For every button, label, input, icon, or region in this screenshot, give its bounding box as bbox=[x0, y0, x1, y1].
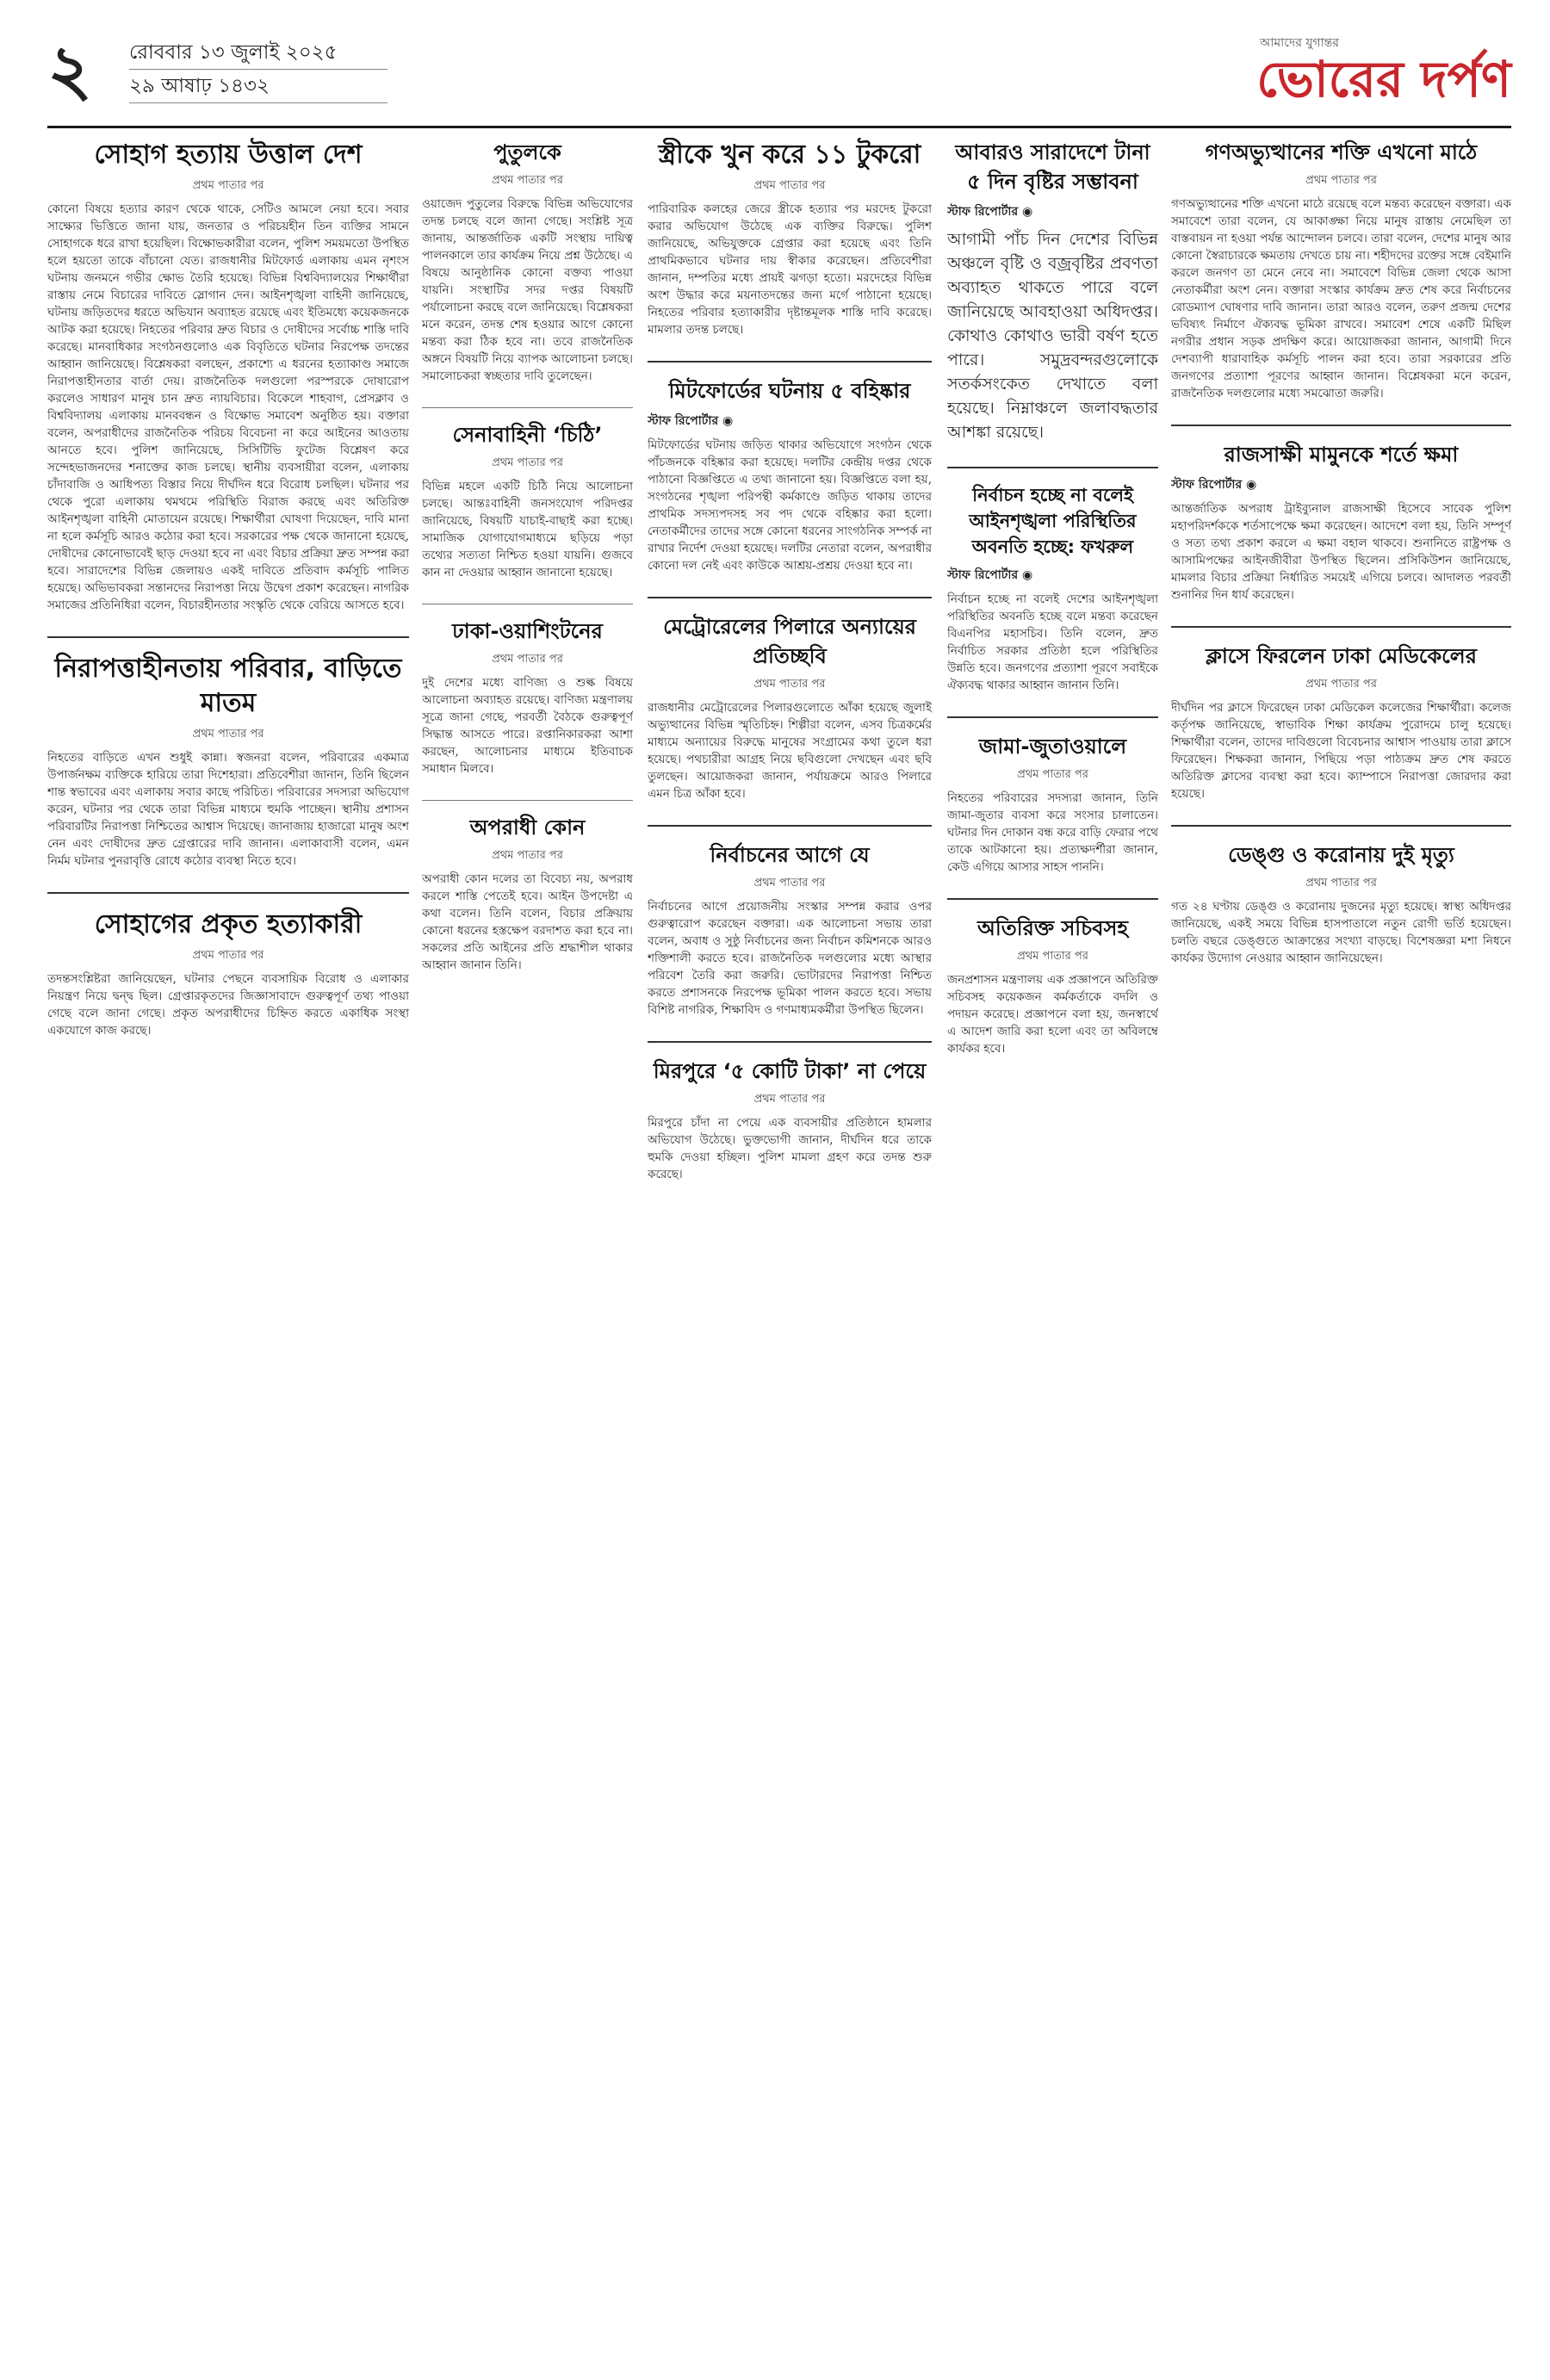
article-body: নিহতের পরিবারের সদস্যরা জানান, তিনি জামা-জুতার ব্যবসা করে সংসার চালাতেন। ঘটনার দিন দোকান বন্ধ করে বাড়ি ফেরার পথে তাকে আটকানো হয়। প্রত্যক্ষদর্শীরা জানান, কেউ এগিয়ে আসার সাহস পাননি। bbox=[947, 791, 1158, 874]
byline: স্টাফ রিপোর্টার ◉ bbox=[947, 205, 1033, 219]
headline: নির্বাচনের আগে যে bbox=[710, 843, 870, 867]
column-1 bbox=[47, 138, 409, 2342]
article-body: ওয়াজেদ পুতুলের বিরুদ্ধে বিভিন্ন অভিযোগের তদন্ত চলছে বলে জানা গেছে। সংশ্লিষ্ট সূত্র জানায়, আন্তর্জাতিক একটি সংস্থায় দায়িত্ব পালনকালে তার কার্যক্রম নিয়ে প্রশ্ন উঠেছে। এ বিষয়ে আনুষ্ঠানিক কোনো বক্তব্য পাওয়া যায়নি। সংস্থাটির সদর দপ্তর বিষয়টি পর্যালোচনা করছে বলে জানিয়েছে। বিশ্লেষকরা মনে করেন, তদন্ত শেষ হওয়ার আগে কোনো মন্তব্য করা ঠিক হবে না। তবে রাজনৈতিক অঙ্গনে বিষয়টি নিয়ে ব্যাপক আলোচনা চলছে। সমালোচকরা স্বচ্ছতার দাবি তুলেছেন। bbox=[422, 197, 633, 383]
article-body: দুই দেশের মধ্যে বাণিজ্য ও শুল্ক বিষয়ে আলোচনা অব্যাহত রয়েছে। বাণিজ্য মন্ত্রণালয় সূত্রে জানা গেছে, পরবর্তী বৈঠকে গুরুত্বপূর্ণ সিদ্ধান্ত আসতে পারে। রপ্তানিকারকরা আশা করছেন, আলোচনার মাধ্যমে ইতিবাচক সমাধান মিলবে। bbox=[422, 676, 633, 776]
headline: জামা-জুতাওয়ালে bbox=[978, 734, 1127, 759]
date-gregorian: রোববার ১৩ জুলাই ২০২৫ bbox=[129, 36, 388, 70]
jump-line: প্রথম পাতার পর bbox=[1305, 174, 1377, 187]
divider bbox=[648, 825, 932, 827]
divider bbox=[47, 892, 409, 894]
article-body: বিভিন্ন মহলে একটি চিঠি নিয়ে আলোচনা চলছে। আন্তঃবাহিনী জনসংযোগ পরিদপ্তর জানিয়েছে, বিষয়টি যাচাই-বাছাই করা হচ্ছে। সামাজিক যোগাযোগমাধ্যমে ছড়িয়ে পড়া তথ্যের সত্যতা নিশ্চিত হওয়া যায়নি। গুজবে কান না দেওয়ার আহ্বান জানানো হয়েছে। bbox=[422, 480, 633, 580]
headline: নির্বাচন হচ্ছে না বলেই আইনশৃঙ্খলা পরিস্থিতির অবনতি হচ্ছে: ফখরুল bbox=[969, 485, 1137, 557]
divider bbox=[947, 898, 1158, 900]
jump-line: প্রথম পাতার পর bbox=[753, 877, 826, 889]
divider bbox=[422, 800, 633, 801]
article-body: পারিবারিক কলহের জেরে স্ত্রীকে হত্যার পর মরদেহ টুকরো করার অভিযোগ উঠেছে এক ব্যক্তির বিরুদ্ধে। পুলিশ জানিয়েছে, অভিযুক্তকে গ্রেপ্তার করা হয়েছে এবং তিনি প্রাথমিকভাবে ঘটনার দায় স্বীকার করেছেন। প্রতিবেশীরা জানান, দম্পতির মধ্যে প্রায়ই ঝগড়া হতো। মরদেহের বিভিন্ন অংশ উদ্ধার করে ময়নাতদন্তের জন্য মর্গে পাঠানো হয়েছে। নিহতের পরিবার হত্যাকারীর দৃষ্টান্তমূলক শাস্তি দাবি করেছে। মামলার তদন্ত চলছে। bbox=[648, 202, 932, 337]
divider bbox=[1171, 825, 1511, 827]
headline: গণঅভ্যুত্থানের শক্তি এখনো মাঠে bbox=[1205, 140, 1478, 164]
article-body: মিরপুরে চাঁদা না পেয়ে এক ব্যবসায়ীর প্রতিষ্ঠানে হামলার অভিযোগ উঠেছে। ভুক্তভোগী জানান, দীর্ঘদিন ধরে তাকে হুমকি দেওয়া হচ্ছিল। পুলিশ মামলা গ্রহণ করে তদন্ত শুরু করেছে। bbox=[648, 1116, 932, 1181]
headline: ডেঙ্গু ও করোনায় দুই মৃত্যু bbox=[1228, 843, 1454, 867]
article-body: রাজধানীর মেট্রোরেলের পিলারগুলোতে আঁকা হয়েছে জুলাই অভ্যুত্থানের বিভিন্ন স্মৃতিচিহ্ন। শিল্পীরা বলেন, এসব চিত্রকর্মের মাধ্যমে অন্যায়ের বিরুদ্ধে মানুষের সংগ্রামের কথা তুলে ধরা হয়েছে। পথচারীরা আগ্রহ নিয়ে ছবিগুলো দেখছেন এবং ছবি তুলছেন। আয়োজকরা জানান, পর্যায়ক্রমে আরও পিলারে এমন চিত্র আঁকা হবে। bbox=[648, 701, 932, 801]
headline: ঢাকা-ওয়াশিংটনের bbox=[452, 619, 603, 643]
byline: স্টাফ রিপোর্টার ◉ bbox=[1171, 478, 1257, 492]
article-fakhrul bbox=[947, 482, 1158, 694]
column-4 bbox=[947, 138, 1158, 2342]
date-block bbox=[129, 36, 388, 103]
headline: মিটফোর্ডের ঘটনায় ৫ বহিষ্কার bbox=[668, 379, 911, 403]
article-body: তদন্তসংশ্লিষ্টরা জানিয়েছেন, ঘটনার পেছনে ব্যবসায়িক বিরোধ ও এলাকার নিয়ন্ত্রণ নিয়ে দ্বন্দ্ব ছিল। গ্রেপ্তারকৃতদের জিজ্ঞাসাবাদে গুরুত্বপূর্ণ তথ্য পাওয়া গেছে বলে জানা গেছে। প্রকৃত অপরাধীদের চিহ্নিত করতে একাধিক সংস্থা একযোগে কাজ করছে। bbox=[47, 972, 409, 1038]
article-body: জনপ্রশাসন মন্ত্রণালয় এক প্রজ্ঞাপনে অতিরিক্ত সচিবসহ কয়েকজন কর্মকর্তাকে বদলি ও পদায়ন করেছে। প্রজ্ঞাপনে বলা হয়, জনস্বার্থে এ আদেশ জারি করা হলো এবং তা অবিলম্বে কার্যকর হবে। bbox=[947, 973, 1158, 1056]
jump-line: প্রথম পাতার পর bbox=[492, 456, 563, 469]
article-body: আন্তর্জাতিক অপরাধ ট্রাইব্যুনাল রাজসাক্ষী হিসেবে সাবেক পুলিশ মহাপরিদর্শককে শর্তসাপেক্ষে ক্ষমা করেছেন। আদেশে বলা হয়, তিনি সম্পূর্ণ ও সত্য তথ্য প্রকাশ করলে এ ক্ষমা বহাল থাকবে। শুনানিতে রাষ্ট্রপক্ষ ও আসামিপক্ষের আইনজীবীরা উপস্থিত ছিলেন। প্রসিকিউশন জানিয়েছে, মামলার বিচার প্রক্রিয়া নির্ধারিত সময়েই এগিয়ে চলবে। আদালত পরবর্তী শুনানির দিন ধার্য করেছেন। bbox=[1171, 502, 1511, 602]
jump-line: প্রথম পাতার পর bbox=[192, 949, 264, 962]
headline: সোহাগের প্রকৃত হত্যাকারী bbox=[94, 909, 363, 939]
jump-line: প্রথম পাতার পর bbox=[492, 849, 563, 862]
article-mitford-expulsion bbox=[648, 376, 932, 574]
masthead bbox=[47, 24, 1511, 128]
headline: নিরাপত্তাহীনতায় পরিবার, বাড়িতে মাতম bbox=[54, 654, 402, 718]
headline: স্ত্রীকে খুন করে ১১ টুকরো bbox=[658, 139, 921, 170]
article-body: নির্বাচনের আগে প্রয়োজনীয় সংস্কার সম্পন্ন করার ওপর গুরুত্বারোপ করেছেন বক্তারা। এক আলোচনা সভায় তারা বলেন, অবাধ ও সুষ্ঠু নির্বাচনের জন্য নির্বাচন কমিশনকে আরও শক্তিশালী করতে হবে। রাজনৈতিক দলগুলোর মধ্যে আস্থার পরিবেশ তৈরি করা জরুরি। ভোটারদের নিরাপত্তা নিশ্চিত করতে প্রশাসনকে নিরপেক্ষ ভূমিকা পালন করতে হবে। সভায় বিশিষ্ট নাগরিক, শিক্ষাবিদ ও গণমাধ্যমকর্মীরা উপস্থিত ছিলেন। bbox=[648, 900, 932, 1017]
jump-line: প্রথম পাতার পর bbox=[192, 179, 264, 192]
article-body: আগামী পাঁচ দিন দেশের বিভিন্ন অঞ্চলে বৃষ্টি ও বজ্রবৃষ্টির প্রবণতা অব্যাহত থাকতে পারে বলে জানিয়েছে আবহাওয়া অধিদপ্তর। কোথাও কোথাও ভারী বর্ষণ হতে পারে। সমুদ্রবন্দরগুলোকে সতর্কসংকেত দেখাতে বলা হয়েছে। নিম্নাঞ্চলে জলাবদ্ধতার আশঙ্কা রয়েছে। bbox=[947, 230, 1158, 442]
article-dengue-covid bbox=[1171, 840, 1511, 967]
headline: মিরপুরে ‘৫ কোটি টাকা’ না পেয়ে bbox=[653, 1059, 927, 1083]
headline: সোহাগ হত্যায় উত্তাল দেশ bbox=[94, 139, 363, 170]
article-rain-forecast bbox=[947, 138, 1158, 444]
article-army-letter bbox=[422, 420, 633, 581]
article-body: দীর্ঘদিন পর ক্লাসে ফিরেছেন ঢাকা মেডিকেল কলেজের শিক্ষার্থীরা। কলেজ কর্তৃপক্ষ জানিয়েছে, স্বাভাবিক শিক্ষা কার্যক্রম পুরোদমে চালু হয়েছে। শিক্ষার্থীরা বলেন, তাদের দাবিগুলো বিবেচনার আশ্বাস পাওয়ায় তারা ক্লাসে ফিরেছেন। শিক্ষকরা জানান, পিছিয়ে পড়া পাঠ্যক্রম দ্রুত শেষ করতে অতিরিক্ত ক্লাসের ব্যবস্থা করা হবে। ক্যাম্পাসে নিরাপত্তা জোরদার করা হয়েছে। bbox=[1171, 701, 1511, 801]
article-real-killer bbox=[47, 908, 409, 1039]
article-metro-pillar bbox=[648, 612, 932, 803]
jump-line: প্রথম পাতার পর bbox=[753, 678, 826, 691]
article-dmc-class bbox=[1171, 641, 1511, 803]
article-before-election bbox=[648, 840, 932, 1019]
divider bbox=[648, 361, 932, 363]
byline: স্টাফ রিপোর্টার ◉ bbox=[947, 568, 1033, 582]
date-bengali: ২৯ আষাঢ় ১৪৩২ bbox=[129, 70, 388, 103]
jump-line: প্রথম পাতার পর bbox=[1017, 950, 1088, 963]
article-wife-murder bbox=[648, 138, 932, 338]
headline: আবারও সারাদেশে টানা ৫ দিন বৃষ্টির সম্ভাবনা bbox=[955, 140, 1150, 194]
divider bbox=[648, 1041, 932, 1043]
divider bbox=[947, 467, 1158, 468]
brand-name: ভোরের দর্পণ bbox=[1256, 50, 1511, 108]
article-sohag-protest bbox=[47, 138, 409, 614]
article-body: গত ২৪ ঘণ্টায় ডেঙ্গু ও করোনায় দুজনের মৃত্যু হয়েছে। স্বাস্থ্য অধিদপ্তর জানিয়েছে, একই সময়ে বিভিন্ন হাসপাতালে নতুন রোগী ভর্তি হয়েছেন। চলতি বছরে ডেঙ্গুতে আক্রান্তের সংখ্যা বাড়ছে। বিশেষজ্ঞরা মশা নিধনে কার্যকর উদ্যোগ নেওয়ার আহ্বান জানিয়েছেন। bbox=[1171, 900, 1511, 965]
column-5 bbox=[1171, 138, 1511, 2342]
jump-line: প্রথম পাতার পর bbox=[753, 1093, 826, 1106]
article-additional-secretary bbox=[947, 914, 1158, 1057]
jump-line: প্রথম পাতার পর bbox=[192, 728, 264, 741]
article-dhaka-washington bbox=[422, 617, 633, 778]
headline: পুতুলকে bbox=[493, 140, 561, 164]
jump-line: প্রথম পাতার পর bbox=[492, 174, 563, 187]
article-body: নিহতের বাড়িতে এখন শুধুই কান্না। স্বজনরা বলেন, পরিবারের একমাত্র উপার্জনক্ষম ব্যক্তিকে হারিয়ে তারা দিশেহারা। প্রতিবেশীরা জানান, তিনি ছিলেন শান্ত স্বভাবের এবং এলাকায় সবার কাছে পরিচিত। পরিবারের সদস্যরা অভিযোগ করেন, ঘটনার পর থেকে তারা বিভিন্ন মাধ্যমে হুমকি পাচ্ছেন। স্থানীয় প্রশাসন পরিবারটির নিরাপত্তা নিশ্চিতের আশ্বাস দিয়েছে। জানাজায় হাজারো মানুষ অংশ নেন এবং দোষীদের দ্রুত গ্রেপ্তারের দাবি জানান। এলাকাবাসী বলেন, এমন নির্মম ঘটনার পুনরাবৃত্তি রোধে কঠোর ব্যবস্থা নিতে হবে। bbox=[47, 751, 409, 868]
byline: স্টাফ রিপোর্টার ◉ bbox=[648, 414, 734, 428]
jump-line: প্রথম পাতার পর bbox=[1305, 678, 1377, 691]
headline: সেনাবাহিনী ‘চিঠি’ bbox=[452, 423, 603, 447]
article-family-mourning bbox=[47, 652, 409, 870]
article-body: মিটফোর্ডের ঘটনায় জড়িত থাকার অভিযোগে সংগঠন থেকে পাঁচজনকে বহিষ্কার করা হয়েছে। দলটির কেন্দ্রীয় দপ্তর থেকে পাঠানো বিজ্ঞপ্তিতে এ তথ্য জানানো হয়। বিজ্ঞপ্তিতে বলা হয়, সংগঠনের শৃঙ্খলা পরিপন্থী কর্মকাণ্ডে জড়িত থাকায় তাদের প্রাথমিক সদস্যপদসহ সব পদ থেকে বহিষ্কার করা হলো। নেতাকর্মীদের তাদের সঙ্গে কোনো ধরনের সাংগঠনিক সম্পর্ক না রাখার নির্দেশ দেওয়া হয়েছে। দলটির নেতারা বলেন, অপরাধীর কোনো দল নেই এবং কাউকে আশ্রয়-প্রশ্রয় দেওয়া হবে না। bbox=[648, 438, 932, 573]
jump-line: প্রথম পাতার পর bbox=[1305, 877, 1377, 889]
divider bbox=[947, 716, 1158, 718]
headline: মেট্রোরেলের পিলারে অন্যায়ের প্রতিচ্ছবি bbox=[663, 615, 916, 668]
divider bbox=[648, 597, 932, 598]
article-uprising-force bbox=[1171, 138, 1511, 402]
article-body: অপরাধী কোন দলের তা বিবেচ্য নয়, অপরাধ করলে শাস্তি পেতেই হবে। আইন উপদেষ্টা এ কথা বলেন। তিনি বলেন, বিচার প্রক্রিয়ায় কোনো ধরনের হস্তক্ষেপ বরদাশত করা হবে না। সকলের প্রতি আইনের প্রতি শ্রদ্ধাশীল থাকার আহ্বান জানান তিনি। bbox=[422, 872, 633, 972]
divider bbox=[47, 636, 409, 638]
article-putul bbox=[422, 138, 633, 385]
headline: ক্লাসে ফিরলেন ঢাকা মেডিকেলের bbox=[1206, 644, 1477, 668]
article-body: কোনো বিষয়ে হত্যার কারণ থেকে থাকে, সেটিও আমলে নেয়া হবে। সবার সাক্ষ্যের ভিত্তিতে জানা যায়, জনতার ও পরিচয়হীন তিন ব্যক্তির সামনে সোহাগকে ধরে রাখা হয়েছিল। বিক্ষোভকারীরা বলেন, পুলিশ সময়মতো উপস্থিত হলে হয়তো তাকে বাঁচানো যেত। রাজধানীর মিটফোর্ড এলাকায় এমন নৃশংস ঘটনায় জনমনে গভীর ক্ষোভ তৈরি হয়েছে। বিভিন্ন বিশ্ববিদ্যালয়ের শিক্ষার্থীরা রাস্তায় নেমে বিচারের দাবিতে স্লোগান দেন। আইনশৃঙ্খলা বাহিনী জানিয়েছে, ঘটনায় জড়িতদের ধরতে অভিযান অব্যাহত রয়েছে এবং ইতিমধ্যে কয়েকজনকে আটক করা হয়েছে। নিহতের পরিবার দ্রুত বিচার ও দোষীদের সর্বোচ্চ শাস্তি দাবি করেছে। মানবাধিকার সংগঠনগুলোও এক বিবৃতিতে ঘটনার নিরপেক্ষ তদন্তের আহ্বান জানিয়েছে। বিশ্লেষকরা বলছেন, প্রকাশ্যে এ ধরনের হত্যাকাণ্ড সমাজে নিরাপত্তাহীনতার বার্তা দেয়। রাজনৈতিক দলগুলো পরস্পরকে দোষারোপ করলেও সাধারণ মানুষ চান দ্রুত ন্যায়বিচার। বিকেলে শাহবাগ, প্রেসক্লাব ও বিশ্ববিদ্যালয় এলাকায় মানববন্ধন ও বিক্ষোভ সমাবেশ অনুষ্ঠিত হয়। বক্তারা বলেন, অপরাধীদের রাজনৈতিক পরিচয় বিবেচনা না করে আইনের আওতায় আনতে হবে। পুলিশ জানিয়েছে, সিসিটিভি ফুটেজ বিশ্লেষণ করে সন্দেহভাজনদের শনাক্তের কাজ চলছে। স্থানীয় ব্যবসায়ীরা বলেন, এলাকায় চাঁদাবাজি ও আধিপত্য বিস্তার নিয়ে দীর্ঘদিন ধরে বিরোধ চলছিল। ঘটনার পর থেকে পুরো এলাকায় থমথমে পরিস্থিতি বিরাজ করছে এবং অতিরিক্ত আইনশৃঙ্খলা বাহিনী মোতায়েন রয়েছে। শিক্ষার্থীরা ঘোষণা দিয়েছেন, দাবি মানা না হলে কর্মসূচি আরও কঠোর করা হবে। সরকারের পক্ষ থেকে জানানো হয়েছে, দোষীদের কোনোভাবেই ছাড় দেওয়া হবে না এবং বিচার প্রক্রিয়া দ্রুত সম্পন্ন করা হবে। সারাদেশের বিভিন্ন জেলায়ও একই দাবিতে প্রতিবাদ কর্মসূচি পালিত হয়েছে। অভিভাবকরা সন্তানদের নিরাপত্তা নিয়ে উদ্বেগ প্রকাশ করেছেন। নাগরিক সমাজের প্রতিনিধিরা বলেন, বিচারহীনতার সংস্কৃতি থেকে বেরিয়ে আসতে হবে। bbox=[47, 202, 409, 612]
divider bbox=[1171, 626, 1511, 628]
page-number: ২ bbox=[47, 30, 93, 110]
column-2 bbox=[422, 138, 633, 2342]
jump-line: প্রথম পাতার পর bbox=[753, 179, 826, 192]
article-mirpur-extortion bbox=[648, 1057, 932, 1183]
article-criminal bbox=[422, 813, 633, 974]
column-3 bbox=[648, 138, 932, 2342]
article-clothes-shoes bbox=[947, 732, 1158, 876]
jump-line: প্রথম পাতার পর bbox=[1017, 768, 1088, 781]
headline: অতিরিক্ত সচিবসহ bbox=[977, 916, 1128, 940]
headline: রাজসাক্ষী মামুনকে শর্তে ক্ষমা bbox=[1224, 443, 1459, 467]
brand-logo bbox=[1201, 24, 1511, 117]
article-body: নির্বাচন হচ্ছে না বলেই দেশের আইনশৃঙ্খলা পরিস্থিতির অবনতি হচ্ছে বলে মন্তব্য করেছেন বিএনপির মহাসচিব। তিনি বলেন, দ্রুত নির্বাচিত সরকার প্রতিষ্ঠা হলে পরিস্থিতির উন্নতি হবে। জনগণের প্রত্যাশা পূরণে সবাইকে ঐক্যবদ্ধ থাকার আহ্বান জানান তিনি। bbox=[947, 592, 1158, 692]
headline: অপরাধী কোন bbox=[469, 815, 586, 840]
divider bbox=[422, 407, 633, 408]
divider bbox=[1171, 425, 1511, 426]
article-body: গণঅভ্যুত্থানের শক্তি এখনো মাঠে রয়েছে বলে মন্তব্য করেছেন বক্তারা। এক সমাবেশে তারা বলেন, যে আকাঙ্ক্ষা নিয়ে মানুষ রাস্তায় নেমেছিল তা বাস্তবায়ন না হওয়া পর্যন্ত আন্দোলন চলবে। তারা বলেন, দেশের মানুষ আর কোনো স্বৈরাচারকে ক্ষমতায় দেখতে চায় না। শহীদদের রক্তের সঙ্গে বেইমানি করলে জনগণ তা মেনে নেবে না। সমাবেশে বিভিন্ন জেলা থেকে আসা নেতাকর্মীরা অংশ নেন। বক্তারা সংস্কার কার্যক্রম দ্রুত শেষ করে নির্বাচনের রোডম্যাপ ঘোষণার দাবি জানান। তারা আরও বলেন, তরুণ প্রজন্ম দেশের ভবিষ্যৎ নির্মাণে ঐক্যবদ্ধ ভূমিকা রাখবে। সমাবেশ শেষে একটি মিছিল নগরীর প্রধান সড়ক প্রদক্ষিণ করে। আয়োজকরা জানান, আগামী দিনে দেশব্যাপী ধারাবাহিক কর্মসূচি পালন করা হবে। তারা সরকারের প্রতি জনগণের প্রত্যাশা পূরণের আহ্বান জানান। বিশ্লেষকরা মনে করেন, রাজনৈতিক দলগুলোর মধ্যে সমঝোতা জরুরি। bbox=[1171, 197, 1511, 400]
jump-line: প্রথম পাতার পর bbox=[492, 653, 563, 666]
brand-tagline: আমাদের যুগান্তর bbox=[1260, 36, 1339, 50]
article-approver-mamun bbox=[1171, 440, 1511, 604]
